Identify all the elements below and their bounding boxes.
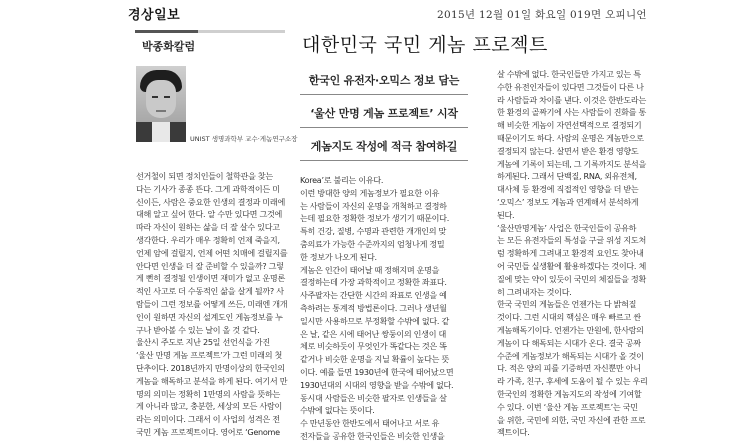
body-line: 라 가족, 친구, 후세에 도움이 될 수 있는 우리 [497, 376, 648, 387]
body-line: 한 환경의 골짜기에 사는 사람들이 진화를 통 [497, 107, 646, 118]
body-line: 럼 정확하게 그려내고 환경적 요인도 찾아내 [497, 248, 644, 259]
body-line: 울산시 주도로 지난 25일 선언식을 가진 [136, 337, 270, 348]
body-line: 측하려는 통계적 방법론이다. 그러나 생년월 [300, 302, 447, 313]
body-line: 는 모든 유전자들의 특성을 구글 위성 지도처 [497, 235, 646, 246]
body-line: 어 국민들 실생활에 활용하겠다는 것이다. 체 [497, 260, 646, 271]
body-line: 게놈은 인간이 태어날 때 정해지며 운명을 [300, 264, 440, 275]
body-line: 국민 게놈 프로젝트이다. 영어로 ‘Genome [136, 426, 280, 437]
body-line: 을 위한, 국민에 의한, 국민 자신에 관한 프로 [497, 414, 646, 425]
headline: 대한민국 국민 게놈 프로젝트 [302, 34, 548, 56]
body-line: 게 뻔히 결정될 인생이면 재미가 없고 운명론 [136, 273, 285, 284]
body-line: 라는 의미이다. 그래서 이 사업의 성격은 전 [136, 414, 280, 425]
body-line: 다. 적은 양의 피를 기증하면 자신뿐만 아니 [497, 363, 641, 374]
body-line: 게 아니라 많고, 충분한, 세상의 모든 사람이 [136, 401, 282, 412]
body-column-3 [497, 68, 658, 439]
body-line: 언제 암에 걸릴지, 언제 어떤 치매에 걸릴지를 [136, 247, 288, 258]
body-line: 때문이기도 하다. 사람의 운명은 게놈만으로 [497, 132, 644, 143]
body-line: 선거철이 되면 정치인들이 철학관을 찾는 [136, 171, 273, 181]
body-line: 명의 의미는 정확히 1만명의 사람을 뜻하는 [136, 388, 281, 399]
body-line: 이런 방대한 양의 게놈정보가 필요한 이유 [300, 187, 440, 198]
body-line: 적인 사고로 더 수동적인 삶을 살게 될까? 사 [136, 286, 284, 297]
body-line: 수 있다. 이번 ‘울산 게놈 프로젝트’는 국민 [497, 401, 638, 412]
body-line: 단추이다. 2018년까지 만명이상의 한국인의 [136, 362, 285, 373]
body-line: 수밖에 없다는 뜻이다. [300, 405, 375, 416]
subhead: ‘울산 만명 게놈 프로젝트’ 시작 [300, 101, 468, 128]
body-line: 라 사람들과 차이를 낸다. 이것은 한반도라는 [497, 94, 646, 105]
body-line: Korea’로 불리는 이유다. [300, 175, 384, 185]
body-line: 는데 필요한 정확한 정보가 생기기 때문이다. [300, 213, 449, 224]
body-line: 생각한다. 우리가 매우 정확히 언제 죽을지, [136, 234, 280, 245]
body-line: ‘울산 만명 게놈 프로젝트’가 그런 미래의 첫 [136, 350, 282, 361]
body-line: 젝트이다. [497, 427, 530, 438]
photo-eye [164, 96, 170, 98]
body-line: 춤의료가 가능한 수준까지의 엄청나게 정밀 [300, 238, 445, 249]
body-line: 것이다. 그런 시대의 핵심은 매우 빠르고 싼 [497, 312, 641, 323]
subhead: 게놈지도 작성에 적극 참여하길 [300, 134, 468, 161]
body-column-1 [136, 170, 303, 439]
column-rule-accent [135, 30, 198, 33]
body-line: 안다면 인생을 더 잘 준비할 수 있을까? 그렇 [136, 260, 284, 271]
body-line: 결정되지 않는다. 살면서 받은 환경 영향도 [497, 145, 639, 156]
body-line: 수 만년동안 한반도에서 태어나고 서로 유 [300, 418, 440, 429]
body-line: 인이 원하면 자신의 설계도인 게놈정보를 누 [136, 311, 283, 322]
photo-collar [152, 122, 170, 142]
body-line: 일시만 사용하므로 부정확할 수밖에 없다. 같 [300, 315, 449, 326]
dateline: 2015년 12월 01일 화요일 019면 오피니언 [437, 9, 647, 21]
body-line: 신이든, 사람은 중요한 인생의 결정과 미래에 [136, 196, 285, 207]
body-line: 람들이 그런 정보를 어떻게 쓰든, 미래엔 개개 [136, 298, 288, 309]
body-line: 특히 건강, 질병, 수명과 관련한 개개인의 맞 [300, 226, 446, 237]
author-byline: UNIST 생명과학부 교수·게놈연구소장 [190, 135, 298, 143]
body-line: 구나 받아볼 수 있는 날이 올 것 같다. [136, 324, 260, 335]
body-line: 수준에 게놈정보가 해독되는 시대가 올 것이 [497, 350, 644, 361]
body-line: 결정하는데 가장 과학적이고 정확한 좌표다. [300, 277, 447, 288]
body-line: 게놈을 해독하고 분석을 하게 된다. 여기서 만 [136, 375, 288, 386]
body-line: 체로 비슷하듯이 무엇인가 똑같다는 것은 똑 [300, 341, 447, 352]
body-line: 는 사람들이 자신의 운명을 개척하고 결정하 [300, 200, 447, 211]
body-line: 같거나 비슷한 운명을 지닐 확률이 높다는 뜻 [300, 354, 449, 365]
photo-mouth [156, 110, 166, 112]
subhead: 한국인 유전자·오믹스 정보 담는 [300, 68, 468, 95]
body-line: 히 그려내자는 것이다. [497, 286, 572, 297]
body-line: 질에 맞는 약이 있듯이 국민의 체질들을 정확 [497, 273, 646, 284]
body-line: 사주팔자는 간단한 시간의 좌표로 인생을 예 [300, 290, 447, 301]
publication-name: 경상일보 [128, 8, 181, 23]
column-label: 박종화칼럼 [142, 40, 196, 53]
body-line: 게놈해독기이다. 언젠가는 만원에, 한사람의 [497, 324, 644, 335]
body-line: 하게된다. 그래서 단백질, RNA, 외유전체, [497, 171, 637, 182]
body-line: 한 정보가 나오게 된다. [300, 251, 377, 262]
body-line: 다는 기사가 종종 뜬다. 그게 과학적이든 미 [136, 183, 280, 194]
body-line: 게놈에 기록이 되는데, 그 기록까지도 분석을 [497, 158, 646, 169]
body-line: 은 날, 같은 시에 태어난 쌍둥이의 인생이 대 [300, 328, 446, 339]
photo-face [146, 80, 176, 118]
body-line: 1930년대의 시대의 영향을 받을 수밖에 없다. [300, 379, 454, 390]
body-line: 동시대 사람들은 비슷한 팔자로 인생들을 살 [300, 392, 447, 403]
body-line: 이다. 예를 들면 1930년에 한국에 태어났으면 [300, 366, 454, 377]
body-line: 게놈이 다 해독되는 시대가 온다. 결국 공짜 [497, 337, 641, 348]
body-line: 해 비슷한 게놈이 자연선택적으로 결정되기 [497, 120, 642, 131]
body-line: 수한 유전인자들이 있다면 그것들이 다른 나 [497, 81, 644, 92]
body-line: 대해 알고 싶어 한다. 알 수만 있다면 그것에 [136, 209, 282, 220]
column-rule [135, 30, 285, 33]
body-line: 전자들을 공유한 한국인들은 비슷한 인생을 [300, 430, 445, 441]
body-line: ‘울산만명게놈’ 사업은 한국인들이 공유하 [497, 222, 637, 233]
body-line: 따라 자신이 원하는 삶을 더 잘 살수 있다고 [136, 222, 280, 233]
body-line: 된다. [497, 209, 515, 220]
author-photo [136, 66, 186, 142]
photo-eye [152, 96, 158, 98]
subheads [300, 68, 468, 167]
body-line: 대사체 등 환경에 직접적인 영향을 더 받는 [497, 184, 639, 195]
body-line: 살 수밖에 없다. 한국인들만 가지고 있는 특 [497, 69, 641, 79]
body-line: 한국인의 정확한 게놈지도의 작성에 기여할 [497, 388, 642, 399]
body-line: 한국 국민의 게놈들은 언젠가는 다 밝혀질 [497, 299, 637, 310]
body-column-2 [300, 174, 470, 443]
body-line: ‘오믹스’ 정보도 게놈과 연계해서 분석하게 [497, 196, 639, 207]
